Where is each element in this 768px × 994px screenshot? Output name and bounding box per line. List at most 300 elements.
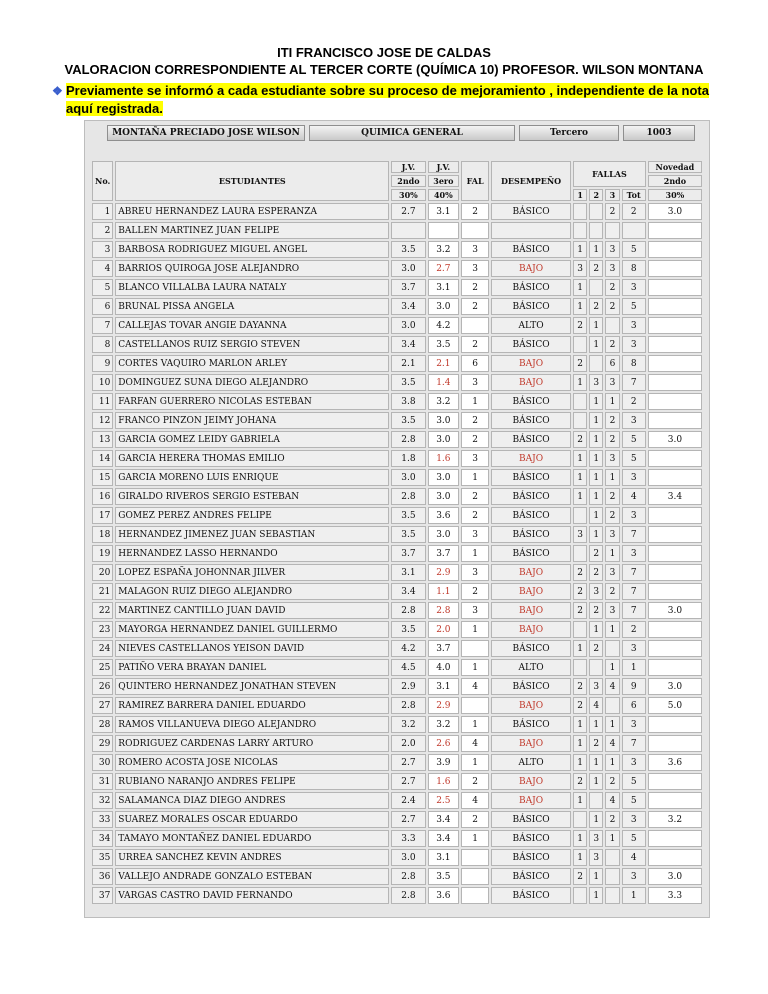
desempeno-value: ALTO bbox=[491, 754, 571, 771]
desempeno-value: BÁSICO bbox=[491, 526, 571, 543]
jv3-grade-input[interactable]: 1.6 bbox=[428, 773, 460, 790]
fal-input[interactable]: 2 bbox=[461, 203, 489, 220]
row-number: 24 bbox=[92, 640, 113, 657]
student-row bbox=[92, 811, 702, 828]
student-name: MARTINEZ CANTILLO JUAN DAVID bbox=[115, 602, 389, 619]
fallas-1: 2 bbox=[573, 678, 587, 695]
desempeno-value: ALTO bbox=[491, 659, 571, 676]
fallas-total: 3 bbox=[622, 336, 646, 353]
jv3-grade-input[interactable]: 4.0 bbox=[428, 659, 460, 676]
novedad-input[interactable] bbox=[648, 412, 702, 429]
student-name: BARBOSA RODRIGUEZ MIGUEL ANGEL bbox=[115, 241, 389, 258]
fallas-1: 1 bbox=[573, 735, 587, 752]
fallas-total: 5 bbox=[622, 241, 646, 258]
row-number: 3 bbox=[92, 241, 113, 258]
desempeno-value: BÁSICO bbox=[491, 678, 571, 695]
jv3-grade-input[interactable]: 3.0 bbox=[428, 488, 460, 505]
fallas-3: 3 bbox=[605, 260, 619, 277]
jv2-grade: 3.3 bbox=[391, 830, 425, 847]
desempeno-value: BÁSICO bbox=[491, 393, 571, 410]
student-name: TAMAYO MONTAÑEZ DANIEL EDUARDO bbox=[115, 830, 389, 847]
fallas-2 bbox=[589, 355, 603, 372]
fal-input[interactable]: 2 bbox=[461, 488, 489, 505]
jv3-grade-input[interactable]: 3.1 bbox=[428, 849, 460, 866]
fallas-3: 2 bbox=[605, 279, 619, 296]
fal-input[interactable]: 3 bbox=[461, 602, 489, 619]
fallas-2: 1 bbox=[589, 241, 603, 258]
desempeno-value: BÁSICO bbox=[491, 336, 571, 353]
fal-input[interactable] bbox=[461, 697, 489, 714]
jv3-grade-input[interactable]: 3.5 bbox=[428, 336, 460, 353]
fallas-3: 1 bbox=[605, 393, 619, 410]
student-row bbox=[92, 849, 702, 866]
novedad-input[interactable] bbox=[648, 317, 702, 334]
student-name: CALLEJAS TOVAR ANGIE DAYANNA bbox=[115, 317, 389, 334]
fallas-2: 1 bbox=[589, 773, 603, 790]
fallas-1 bbox=[573, 507, 587, 524]
fal-input[interactable] bbox=[461, 640, 489, 657]
student-name: MAYORGA HERNANDEZ DANIEL GUILLERMO bbox=[115, 621, 389, 638]
fallas-1 bbox=[573, 336, 587, 353]
fallas-3: 3 bbox=[605, 564, 619, 581]
report-subtitle: VALORACION CORRESPONDIENTE AL TERCER CORTE (QUÍMICA 10) PROFESOR. WILSON MONTANA bbox=[64, 62, 704, 77]
student-name: GIRALDO RIVEROS SERGIO ESTEBAN bbox=[115, 488, 389, 505]
col-fal: FAL bbox=[461, 161, 489, 201]
row-number: 26 bbox=[92, 678, 113, 695]
desempeno-value: BAJO bbox=[491, 792, 571, 809]
student-row bbox=[92, 754, 702, 771]
fallas-1: 1 bbox=[573, 488, 587, 505]
desempeno-value: BÁSICO bbox=[491, 716, 571, 733]
fallas-3: 3 bbox=[605, 526, 619, 543]
fal-input[interactable]: 1 bbox=[461, 659, 489, 676]
row-number: 11 bbox=[92, 393, 113, 410]
novedad-input[interactable]: 3.0 bbox=[648, 678, 702, 695]
novedad-input[interactable] bbox=[648, 792, 702, 809]
student-row bbox=[92, 355, 702, 372]
fal-input[interactable]: 1 bbox=[461, 469, 489, 486]
novedad-input[interactable]: 3.0 bbox=[648, 868, 702, 885]
jv3-grade-input[interactable]: 2.9 bbox=[428, 564, 460, 581]
novedad-input[interactable] bbox=[648, 507, 702, 524]
diamond-bullet-icon: ❖ bbox=[52, 84, 63, 98]
fal-input[interactable]: 4 bbox=[461, 678, 489, 695]
student-row bbox=[92, 640, 702, 657]
fallas-1: 2 bbox=[573, 868, 587, 885]
desempeno-value: BÁSICO bbox=[491, 507, 571, 524]
novedad-input[interactable]: 3.0 bbox=[648, 431, 702, 448]
jv2-grade: 3.5 bbox=[391, 412, 425, 429]
col-jv2-b: 2ndo bbox=[391, 175, 425, 187]
student-name: ABREU HERNANDEZ LAURA ESPERANZA bbox=[115, 203, 389, 220]
fallas-1: 2 bbox=[573, 431, 587, 448]
student-name: RUBIANO NARANJO ANDRES FELIPE bbox=[115, 773, 389, 790]
row-number: 18 bbox=[92, 526, 113, 543]
jv3-grade-input[interactable]: 1.4 bbox=[428, 374, 460, 391]
col-jv2-pct: 30% bbox=[391, 189, 425, 201]
fal-input[interactable]: 3 bbox=[461, 564, 489, 581]
row-number: 5 bbox=[92, 279, 113, 296]
jv3-grade-input[interactable]: 3.0 bbox=[428, 431, 460, 448]
student-name: BLANCO VILLALBA LAURA NATALY bbox=[115, 279, 389, 296]
jv2-grade: 2.7 bbox=[391, 203, 425, 220]
novedad-input[interactable] bbox=[648, 735, 702, 752]
desempeno-value: BÁSICO bbox=[491, 298, 571, 315]
jv3-grade-input[interactable]: 3.6 bbox=[428, 887, 460, 904]
jv3-grade-input[interactable]: 1.1 bbox=[428, 583, 460, 600]
fallas-total: 5 bbox=[622, 298, 646, 315]
student-name: CORTES VAQUIRO MARLON ARLEY bbox=[115, 355, 389, 372]
fal-input[interactable]: 3 bbox=[461, 374, 489, 391]
col-nov-b: 2ndo bbox=[648, 175, 702, 187]
jv3-grade-input[interactable]: 3.6 bbox=[428, 507, 460, 524]
jv2-grade: 2.0 bbox=[391, 735, 425, 752]
jv3-grade-input[interactable]: 3.0 bbox=[428, 526, 460, 543]
row-number: 21 bbox=[92, 583, 113, 600]
fallas-3: 6 bbox=[605, 355, 619, 372]
jv3-grade-input[interactable]: 4.2 bbox=[428, 317, 460, 334]
fallas-1: 2 bbox=[573, 773, 587, 790]
fal-input[interactable]: 1 bbox=[461, 393, 489, 410]
table-header bbox=[92, 161, 702, 201]
student-row bbox=[92, 545, 702, 562]
desempeno-value: BÁSICO bbox=[491, 887, 571, 904]
novedad-input[interactable] bbox=[648, 336, 702, 353]
novedad-input[interactable] bbox=[648, 545, 702, 562]
jv3-grade-input[interactable]: 1.6 bbox=[428, 450, 460, 467]
desempeno-value: BAJO bbox=[491, 697, 571, 714]
document-header bbox=[0, 44, 768, 78]
col-jv3-b: 3ero bbox=[428, 175, 460, 187]
fallas-2: 2 bbox=[589, 564, 603, 581]
fallas-total bbox=[622, 222, 646, 239]
fallas-3: 3 bbox=[605, 450, 619, 467]
jv3-grade-input[interactable]: 3.1 bbox=[428, 678, 460, 695]
student-row bbox=[92, 583, 702, 600]
novedad-input[interactable]: 3.6 bbox=[648, 754, 702, 771]
fal-input[interactable] bbox=[461, 317, 489, 334]
fallas-2: 1 bbox=[589, 621, 603, 638]
fallas-3: 2 bbox=[605, 488, 619, 505]
fallas-1: 1 bbox=[573, 374, 587, 391]
row-number: 8 bbox=[92, 336, 113, 353]
novedad-input[interactable]: 3.3 bbox=[648, 887, 702, 904]
fallas-total: 3 bbox=[622, 868, 646, 885]
novedad-input[interactable] bbox=[648, 374, 702, 391]
novedad-input[interactable]: 5.0 bbox=[648, 697, 702, 714]
desempeno-value: BÁSICO bbox=[491, 640, 571, 657]
fal-input[interactable] bbox=[461, 887, 489, 904]
jv2-grade: 3.2 bbox=[391, 716, 425, 733]
jv3-grade-input[interactable]: 3.4 bbox=[428, 811, 460, 828]
desempeno-value: BAJO bbox=[491, 602, 571, 619]
student-row bbox=[92, 203, 702, 220]
fallas-total: 7 bbox=[622, 735, 646, 752]
fallas-2 bbox=[589, 792, 603, 809]
student-name: GARCIA HERERA THOMAS EMILIO bbox=[115, 450, 389, 467]
col-f3: 3 bbox=[605, 189, 619, 201]
student-row bbox=[92, 659, 702, 676]
fal-input[interactable] bbox=[461, 222, 489, 239]
jv3-grade-input[interactable]: 2.0 bbox=[428, 621, 460, 638]
jv2-grade: 2.7 bbox=[391, 773, 425, 790]
jv3-grade-input[interactable]: 3.0 bbox=[428, 469, 460, 486]
student-name: RAMOS VILLANUEVA DIEGO ALEJANDRO bbox=[115, 716, 389, 733]
fal-input[interactable]: 2 bbox=[461, 583, 489, 600]
novedad-input[interactable] bbox=[648, 849, 702, 866]
fallas-3: 1 bbox=[605, 754, 619, 771]
jv2-grade: 3.5 bbox=[391, 526, 425, 543]
fal-input[interactable]: 6 bbox=[461, 355, 489, 372]
novedad-input[interactable] bbox=[648, 621, 702, 638]
fallas-3 bbox=[605, 317, 619, 334]
row-number: 13 bbox=[92, 431, 113, 448]
fallas-total: 3 bbox=[622, 412, 646, 429]
novedad-input[interactable] bbox=[648, 298, 702, 315]
novedad-input[interactable] bbox=[648, 640, 702, 657]
fallas-3: 3 bbox=[605, 241, 619, 258]
jv2-grade: 2.8 bbox=[391, 868, 425, 885]
desempeno-value: BÁSICO bbox=[491, 830, 571, 847]
student-name: RAMIREZ BARRERA DANIEL EDUARDO bbox=[115, 697, 389, 714]
fallas-1: 2 bbox=[573, 564, 587, 581]
fallas-2: 1 bbox=[589, 716, 603, 733]
student-row bbox=[92, 868, 702, 885]
novedad-input[interactable] bbox=[648, 564, 702, 581]
fallas-total: 3 bbox=[622, 811, 646, 828]
fallas-3: 3 bbox=[605, 374, 619, 391]
fallas-total: 7 bbox=[622, 602, 646, 619]
fallas-2: 1 bbox=[589, 412, 603, 429]
student-name: SUAREZ MORALES OSCAR EDUARDO bbox=[115, 811, 389, 828]
fallas-total: 5 bbox=[622, 792, 646, 809]
fal-input[interactable]: 1 bbox=[461, 754, 489, 771]
fallas-3: 4 bbox=[605, 735, 619, 752]
table-body bbox=[92, 203, 702, 904]
fallas-total: 3 bbox=[622, 469, 646, 486]
fallas-3: 1 bbox=[605, 716, 619, 733]
jv3-grade-input[interactable]: 2.8 bbox=[428, 602, 460, 619]
row-number: 32 bbox=[92, 792, 113, 809]
notice-paragraph bbox=[52, 82, 730, 118]
fallas-3: 1 bbox=[605, 621, 619, 638]
jv2-grade: 3.4 bbox=[391, 336, 425, 353]
student-name: LOPEZ ESPAÑA JOHONNAR JILVER bbox=[115, 564, 389, 581]
student-name: SALAMANCA DIAZ DIEGO ANDRES bbox=[115, 792, 389, 809]
fal-input[interactable]: 1 bbox=[461, 621, 489, 638]
fal-input[interactable]: 2 bbox=[461, 298, 489, 315]
student-name: VARGAS CASTRO DAVID FERNANDO bbox=[115, 887, 389, 904]
fal-input[interactable]: 2 bbox=[461, 507, 489, 524]
school-title: ITI FRANCISCO JOSE DE CALDAS bbox=[277, 45, 491, 60]
fallas-3: 4 bbox=[605, 792, 619, 809]
novedad-input[interactable] bbox=[648, 241, 702, 258]
student-row bbox=[92, 564, 702, 581]
fallas-2 bbox=[589, 203, 603, 220]
jv3-grade-input[interactable]: 3.0 bbox=[428, 298, 460, 315]
jv3-grade-input[interactable]: 3.0 bbox=[428, 412, 460, 429]
jv2-grade: 3.0 bbox=[391, 260, 425, 277]
novedad-input[interactable] bbox=[648, 773, 702, 790]
student-name: DOMINGUEZ SUNA DIEGO ALEJANDRO bbox=[115, 374, 389, 391]
fallas-2: 2 bbox=[589, 735, 603, 752]
fal-input[interactable] bbox=[461, 849, 489, 866]
student-row bbox=[92, 887, 702, 904]
jv3-grade-input[interactable]: 3.4 bbox=[428, 830, 460, 847]
jv2-grade: 2.8 bbox=[391, 887, 425, 904]
jv2-grade: 2.9 bbox=[391, 678, 425, 695]
col-jv2-a: J.V. bbox=[391, 161, 425, 173]
student-name: HERNANDEZ LASSO HERNANDO bbox=[115, 545, 389, 562]
student-row bbox=[92, 621, 702, 638]
fallas-2: 1 bbox=[589, 868, 603, 885]
novedad-input[interactable] bbox=[648, 260, 702, 277]
grades-table bbox=[90, 159, 704, 906]
novedad-input[interactable] bbox=[648, 526, 702, 543]
novedad-input[interactable] bbox=[648, 583, 702, 600]
desempeno-value: BÁSICO bbox=[491, 868, 571, 885]
jv3-grade-input[interactable]: 2.5 bbox=[428, 792, 460, 809]
fallas-1 bbox=[573, 887, 587, 904]
student-name: BARRIOS QUIROGA JOSE ALEJANDRO bbox=[115, 260, 389, 277]
fallas-2: 1 bbox=[589, 431, 603, 448]
novedad-input[interactable] bbox=[648, 355, 702, 372]
jv3-grade-input[interactable] bbox=[428, 222, 460, 239]
fal-input[interactable]: 4 bbox=[461, 792, 489, 809]
fallas-total: 1 bbox=[622, 659, 646, 676]
fallas-total: 2 bbox=[622, 203, 646, 220]
student-row bbox=[92, 317, 702, 334]
row-number: 4 bbox=[92, 260, 113, 277]
fallas-1: 3 bbox=[573, 526, 587, 543]
fallas-total: 5 bbox=[622, 450, 646, 467]
jv3-grade-input[interactable]: 3.1 bbox=[428, 203, 460, 220]
jv3-grade-input[interactable]: 2.6 bbox=[428, 735, 460, 752]
fal-input[interactable]: 1 bbox=[461, 830, 489, 847]
fal-input[interactable]: 2 bbox=[461, 336, 489, 353]
jv3-grade-input[interactable]: 3.2 bbox=[428, 716, 460, 733]
row-number: 35 bbox=[92, 849, 113, 866]
fallas-3: 1 bbox=[605, 545, 619, 562]
jv3-grade-input[interactable]: 2.1 bbox=[428, 355, 460, 372]
novedad-input[interactable] bbox=[648, 469, 702, 486]
col-students: ESTUDIANTES bbox=[115, 161, 389, 201]
desempeno-value: BAJO bbox=[491, 583, 571, 600]
fal-input[interactable]: 3 bbox=[461, 241, 489, 258]
novedad-input[interactable]: 3.4 bbox=[648, 488, 702, 505]
fallas-total: 3 bbox=[622, 317, 646, 334]
fallas-1: 1 bbox=[573, 792, 587, 809]
fallas-2: 4 bbox=[589, 697, 603, 714]
novedad-input[interactable] bbox=[648, 716, 702, 733]
row-number: 25 bbox=[92, 659, 113, 676]
fal-input[interactable] bbox=[461, 868, 489, 885]
jv3-grade-input[interactable]: 3.2 bbox=[428, 241, 460, 258]
fallas-1 bbox=[573, 545, 587, 562]
fallas-total: 8 bbox=[622, 355, 646, 372]
jv2-grade: 3.0 bbox=[391, 849, 425, 866]
fal-input[interactable]: 2 bbox=[461, 431, 489, 448]
fal-input[interactable]: 3 bbox=[461, 526, 489, 543]
fallas-2: 3 bbox=[589, 849, 603, 866]
fallas-total: 6 bbox=[622, 697, 646, 714]
jv3-grade-input[interactable]: 3.7 bbox=[428, 640, 460, 657]
row-number: 16 bbox=[92, 488, 113, 505]
jv3-grade-input[interactable]: 3.1 bbox=[428, 279, 460, 296]
fallas-total: 3 bbox=[622, 545, 646, 562]
fallas-total: 4 bbox=[622, 849, 646, 866]
jv2-grade: 2.8 bbox=[391, 602, 425, 619]
fallas-total: 7 bbox=[622, 583, 646, 600]
desempeno-value: BÁSICO bbox=[491, 545, 571, 562]
fal-input[interactable]: 1 bbox=[461, 716, 489, 733]
novedad-input[interactable] bbox=[648, 222, 702, 239]
col-no: No. bbox=[92, 161, 113, 201]
subject-field: QUIMICA GENERAL bbox=[309, 125, 515, 141]
fallas-2: 1 bbox=[589, 887, 603, 904]
jv3-grade-input[interactable]: 3.7 bbox=[428, 545, 460, 562]
row-number: 27 bbox=[92, 697, 113, 714]
student-row bbox=[92, 279, 702, 296]
novedad-input[interactable] bbox=[648, 279, 702, 296]
novedad-input[interactable] bbox=[648, 830, 702, 847]
novedad-input[interactable] bbox=[648, 659, 702, 676]
jv2-grade bbox=[391, 222, 425, 239]
col-desempeno: DESEMPEÑO bbox=[491, 161, 571, 201]
student-name: URREA SANCHEZ KEVIN ANDRES bbox=[115, 849, 389, 866]
jv3-grade-input[interactable]: 3.2 bbox=[428, 393, 460, 410]
fal-input[interactable]: 2 bbox=[461, 773, 489, 790]
fal-input[interactable]: 2 bbox=[461, 279, 489, 296]
jv2-grade: 2.8 bbox=[391, 488, 425, 505]
jv3-grade-input[interactable]: 3.5 bbox=[428, 868, 460, 885]
fal-input[interactable]: 2 bbox=[461, 811, 489, 828]
row-number: 28 bbox=[92, 716, 113, 733]
student-row bbox=[92, 260, 702, 277]
fal-input[interactable]: 1 bbox=[461, 545, 489, 562]
row-number: 34 bbox=[92, 830, 113, 847]
jv3-grade-input[interactable]: 2.7 bbox=[428, 260, 460, 277]
row-number: 15 bbox=[92, 469, 113, 486]
student-row bbox=[92, 412, 702, 429]
jv3-grade-input[interactable]: 2.9 bbox=[428, 697, 460, 714]
fallas-1: 2 bbox=[573, 317, 587, 334]
fal-input[interactable]: 3 bbox=[461, 260, 489, 277]
row-number: 31 bbox=[92, 773, 113, 790]
grades-sheet bbox=[84, 120, 710, 918]
row-number: 33 bbox=[92, 811, 113, 828]
novedad-input[interactable] bbox=[648, 393, 702, 410]
jv2-grade: 3.7 bbox=[391, 279, 425, 296]
novedad-input[interactable] bbox=[648, 450, 702, 467]
desempeno-value: BÁSICO bbox=[491, 488, 571, 505]
student-row bbox=[92, 507, 702, 524]
fallas-total: 3 bbox=[622, 640, 646, 657]
fallas-2: 1 bbox=[589, 393, 603, 410]
fal-input[interactable]: 3 bbox=[461, 450, 489, 467]
novedad-input[interactable]: 3.0 bbox=[648, 602, 702, 619]
jv2-grade: 3.0 bbox=[391, 469, 425, 486]
novedad-input[interactable]: 3.0 bbox=[648, 203, 702, 220]
fallas-3: 2 bbox=[605, 412, 619, 429]
fal-input[interactable]: 2 bbox=[461, 412, 489, 429]
desempeno-value: BÁSICO bbox=[491, 412, 571, 429]
jv3-grade-input[interactable]: 3.9 bbox=[428, 754, 460, 771]
group-field: 1003 bbox=[623, 125, 695, 141]
fal-input[interactable]: 4 bbox=[461, 735, 489, 752]
novedad-input[interactable]: 3.2 bbox=[648, 811, 702, 828]
fallas-1: 2 bbox=[573, 697, 587, 714]
